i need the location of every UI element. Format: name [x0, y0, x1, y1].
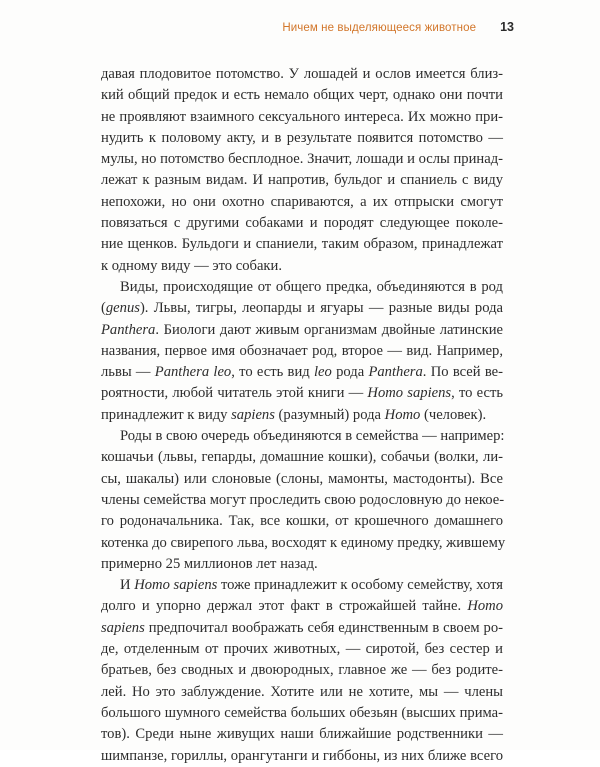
- text-run: нудить к половому акту, и в результате появится потомство —: [101, 129, 503, 146]
- text-line: [101, 405, 503, 426]
- text-line: [101, 469, 503, 490]
- text-run: названия, первое имя обозначает род, второе — вид. Например,: [101, 342, 503, 359]
- text-run: кошачьи (львы, гепарды, домашние кошки), собачьи (волки, ли-: [101, 449, 503, 466]
- text-run: котенка до свирепого льва, восходят к единому предку, жившему: [101, 534, 506, 551]
- text-line: [101, 533, 506, 554]
- text-line: [101, 383, 503, 404]
- text-run: рода: [331, 364, 369, 381]
- text-run: большого шумного семейства больших обезьян (высших прима-: [101, 704, 503, 721]
- text-run: кий общий предок и есть немало общих черт, однако они почти: [101, 87, 503, 104]
- text-line: [101, 618, 503, 639]
- text-run: принадлежит к виду: [101, 406, 232, 423]
- italic-term: genus: [105, 300, 140, 317]
- text-run: шимпанзе, гориллы, орангутанги и гиббоны, из них ближе всего: [101, 747, 503, 764]
- text-line: [101, 149, 503, 170]
- text-line: [101, 256, 503, 277]
- text-line: [101, 724, 503, 745]
- italic-term: Homo sapiens: [367, 385, 452, 402]
- text-run: не проявляют взаимного сексуального интереса. Их можно при-: [101, 108, 503, 125]
- text-run: давая плодовитое потомство. У лошадей и ослов имеется близ-: [101, 66, 503, 82]
- text-run: (человек).: [420, 406, 487, 423]
- text-run: (: [101, 300, 106, 317]
- paragraph: [101, 277, 503, 426]
- italic-term: Panthera: [368, 364, 423, 381]
- text-run: лежат к разным видам. И напротив, бульдог и спаниель с виду: [101, 172, 503, 189]
- text-run: , то есть: [451, 385, 503, 402]
- text-run: долго и упорно держал этот факт в строжайшей тайне.: [101, 598, 468, 615]
- text-line: [101, 85, 503, 106]
- text-run: Роды в свою очередь объединяются в семейства — например:: [120, 428, 505, 445]
- text-run: члены семейства могут проследить свою родословную до некое-: [101, 491, 505, 508]
- italic-term: Panthera leo: [154, 364, 232, 381]
- running-head: [282, 20, 514, 34]
- text-run: непохожи, но они охотно спариваются, а их отпрыски смогут: [101, 193, 503, 210]
- text-line: [101, 341, 503, 362]
- text-line: [101, 170, 503, 191]
- text-run: ). Львы, тигры, леопарды и ягуары — разные виды рода: [139, 300, 503, 317]
- text-run: го родоначальника. Так, все кошки, от крошечного домашнего: [101, 513, 503, 530]
- italic-term: leo: [313, 364, 332, 381]
- text-line: [101, 682, 503, 703]
- text-line: [101, 703, 503, 724]
- text-run: предпочитал воображать себя единственным в своем ро-: [144, 619, 503, 636]
- text-run: Виды, происходящие от общего предка, объединяются в род: [120, 278, 503, 295]
- text-line: [101, 213, 503, 234]
- text-line: [101, 746, 503, 767]
- text-run: (разумный) рода: [274, 406, 385, 423]
- italic-term: Homo: [384, 406, 421, 423]
- text-run: тов). Среди ныне живущих наши ближайшие родственники —: [101, 726, 503, 743]
- text-line: [101, 128, 503, 149]
- text-run: лей. Но это заблуждение. Хотите или не хотите, мы — члены: [101, 683, 503, 700]
- text-run: де, отделенным от прочих животных, — сиротой, без сестер и: [101, 641, 503, 658]
- text-line: [101, 298, 503, 319]
- text-run: сы, шакалы) или слоновые (слоны, мамонты, мастодонты). Все: [101, 470, 503, 487]
- text-line: [101, 426, 503, 447]
- text-run: роятности, любой читатель этой книги —: [101, 385, 368, 402]
- text-run: И: [120, 577, 135, 594]
- text-run: , то есть вид: [231, 364, 314, 381]
- text-line: [101, 447, 503, 468]
- running-title: Ничем не выделяющееся животное: [282, 22, 477, 34]
- italic-term: sapiens: [101, 619, 145, 636]
- paragraph: [101, 575, 503, 767]
- paragraph: [101, 426, 506, 575]
- text-line: [101, 575, 503, 596]
- text-run: . Биологи дают живым организмам двойные латинские: [155, 321, 503, 338]
- text-run: тоже принадлежит к особому семейству, хотя: [217, 577, 503, 594]
- text-run: к одному виду — это собаки.: [101, 257, 282, 274]
- text-line: [101, 554, 503, 575]
- text-line: [101, 596, 503, 617]
- page-number: 13: [500, 20, 514, 34]
- text-run: львы —: [101, 364, 155, 381]
- text-line: [101, 320, 503, 341]
- text-line: [101, 511, 503, 532]
- text-line: [101, 639, 503, 660]
- text-line: [101, 107, 503, 128]
- text-run: братьев, без сводных и двоюродных, главное же — без родите-: [101, 662, 503, 679]
- text-line: [101, 277, 503, 298]
- text-run: . По всей ве-: [422, 364, 503, 381]
- italic-term: sapiens: [231, 406, 275, 423]
- text-line: [101, 362, 503, 383]
- text-run: повязаться с другими собаками и породят следующее поколе-: [101, 215, 503, 232]
- text-line: [101, 192, 503, 213]
- text-line: [101, 234, 503, 255]
- paragraph: [101, 64, 503, 277]
- text-line: [101, 490, 503, 511]
- text-line: [101, 64, 503, 85]
- text-run: мулы, но потомство бесплодное. Значит, лошади и ослы принад-: [101, 151, 503, 168]
- italic-term: Homo sapiens: [134, 577, 218, 594]
- italic-term: Homo: [467, 598, 503, 615]
- italic-term: Panthera: [101, 321, 156, 338]
- body-text: [101, 64, 506, 767]
- text-run: ние щенков. Бульдоги и спаниели, таким образом, принадлежат: [101, 236, 503, 253]
- text-line: [101, 660, 503, 681]
- text-run: примерно 25 миллионов лет назад.: [101, 555, 318, 572]
